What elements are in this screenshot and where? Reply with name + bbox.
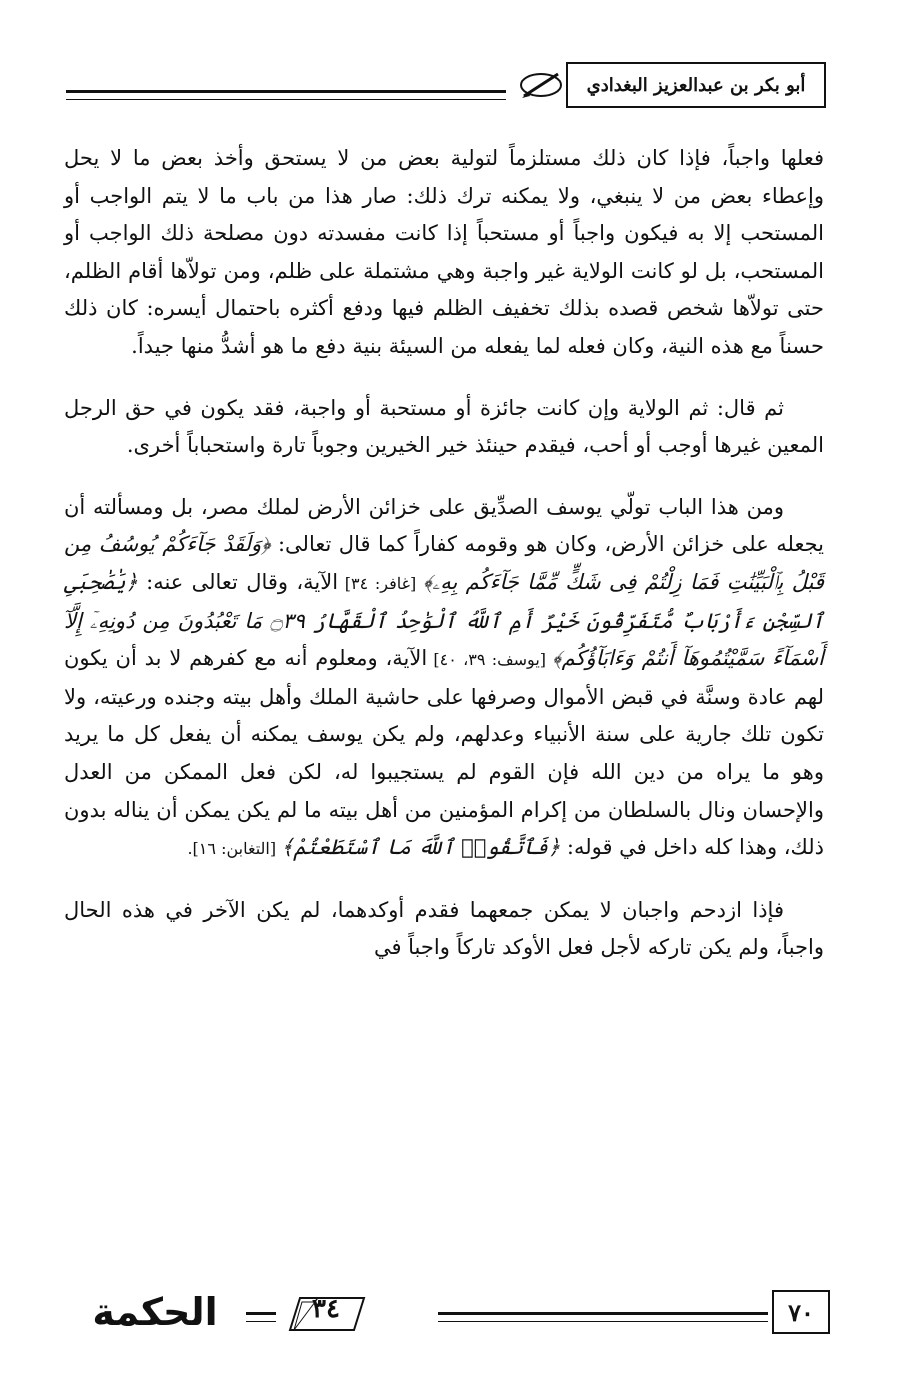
issue-number: ٣٤ <box>312 1294 340 1324</box>
paragraph-4: فإذا ازدحم واجبان لا يمكن جمعهما فقدم أوكدهما، لم يكن الآخر في هذه الحال واجباً، ولم يكن تاركه لأجل فعل الأوكد تاركاً واجباً في <box>64 897 824 960</box>
footer-rule-right <box>438 1312 768 1322</box>
paragraph-3-part-c: الآية، ومعلوم أنه مع كفرهم لا بد أن يكون لهم عادة وسنَّة في قبض الأموال وصرفها على حاشية الملك وأهل بيته وجنده ورعيته، ولا تكون تلك جارية على سنة الأنبياء وعدلهم، ولم يكن يوسف يمكنه أن يفعل كل ما يريد وهو ما يراه من دين الله فإن القوم لم يستجيبوا له، لكن فعل الممكن من العدل والإحسان ونال بالسلطان من إكرام المؤمنين من أهل بيته ما لم يكن يمكن أن يناله بدون ذلك، وهذا كله داخل في قوله: <box>64 646 824 860</box>
paragraph-3 <box>64 489 824 868</box>
article-body <box>64 140 824 991</box>
page-footer <box>70 1290 830 1340</box>
footer-rule-left <box>246 1312 276 1322</box>
paragraph-3-part-b: الآية، وقال تعالى عنه: <box>137 569 339 594</box>
magazine-logo: الحكمة <box>92 1290 218 1334</box>
page-number: ٧٠ <box>788 1297 814 1327</box>
verse-reference-taghabun: [التغابن: ١٦]. <box>187 839 282 859</box>
page-header <box>66 62 826 112</box>
paragraph-1: فعلها واجباً، فإذا كان ذلك مستلزماً لتولية بعض من لا يستحق وأخذ بعض ما لا يحل وإعطاء بعض من لا ينبغي، ولا يمكنه ترك ذلك: صار هذا من باب ما لا يتم الواجب أو المستحب إلا به فيكون واجباً أو مستحباً إذا كانت مفسدته دون مصلحة ذلك الواجب أو المستحب، بل لو كانت الولاية غير واجبة وهي مشتملة على ظلم، ومن تولاّها أقام الظلم، حتى تولاّها شخص قصده بذلك تخفيف الظلم فيها ودفع أكثره باحتمال أيسره: كان ذلك حسناً مع هذه النية، وكان فعله لما يفعله من السيئة بنية دفع ما هو أشدُّ منها جيداً. <box>64 146 824 358</box>
author-box <box>566 62 826 108</box>
quran-verse-taghabun: ﴿فَٱتَّقُوا۟ ٱللَّهَ مَا ٱسْتَطَعْتُمْ﴾ <box>281 835 561 860</box>
pen-icon <box>518 70 564 100</box>
page-number-box <box>772 1290 830 1334</box>
paragraph-2: ثم قال: ثم الولاية وإن كانت جائزة أو مستحبة أو واجبة، فقد يكون في حق الرجل المعين غيرها أوجب أو أحب، فيقدم حينئذ خير الخيرين وجوباً تارة واستحباباً أخرى. <box>64 395 824 458</box>
paragraph-3-part-a: ومن هذا الباب تولّي يوسف الصدِّيق على خزائن الأرض لملك مصر، بل ومسألته أن يجعله على خزائن الأرض، وكان هو وقومه كفاراً كما قال تعالى: <box>64 494 824 557</box>
header-rule <box>66 90 506 100</box>
verse-reference-yusuf: [يوسف: ٣٩، ٤٠] <box>427 650 553 670</box>
quran-verse-yusuf: ﴿يَٰصَٰحِبَىِ ٱلسِّجْنِ ءَأَرْبَابٌ مُّتَفَرِّقُونَ خَيْرٌ أَمِ ٱللَّهُ ٱلْوَٰحِدُ ٱلْقَهَّارُ ۝٣٩ مَا تَعْبُدُونَ مِن دُونِهِۦٓ إِلَّآ أَسْمَآءً سَمَّيْتُمُوهَآ أَنتُمْ وَءَابَآؤُكُم﴾ <box>64 569 825 671</box>
author-name: أبو بكر بن عبدالعزيز البغدادي <box>586 74 806 96</box>
verse-reference-ghafir: [غافر: ٣٤] <box>338 573 423 593</box>
quran-verse-ghafir: ﴿وَلَقَدْ جَآءَكُمْ يُوسُفُ مِن قَبْلُ بِٱلْبَيِّنَٰتِ فَمَا زِلْتُمْ فِى شَكٍّ مِّمَّا جَآءَكُم بِهِۦ﴾ <box>64 532 824 594</box>
